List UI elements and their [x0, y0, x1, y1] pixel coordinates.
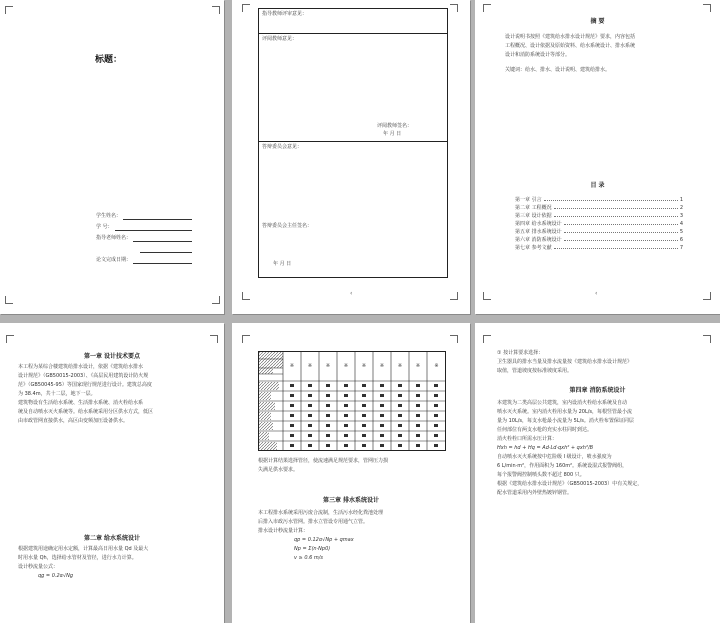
- table-header-cell: ※: [434, 363, 439, 369]
- table-header-cell: ※: [289, 363, 295, 369]
- margin-corner-mark: [5, 296, 13, 304]
- advisor-name-label: 指导老师姓名：: [96, 235, 132, 241]
- body-line: 时用水量 Qh，选择给水管材及管径，进行水力计算。: [18, 555, 137, 561]
- chapter-heading: 第四章 消防系统设计: [569, 387, 626, 394]
- body-line: ① 按计算要求选择：: [497, 350, 544, 356]
- table-cell-mark: [308, 394, 312, 397]
- toc-item[interactable]: 第七章 参考文献 7: [515, 244, 683, 251]
- body-line: 量为 10L/s，每支水枪最小流量为 5L/s。消火栓布置保证同层: [497, 418, 634, 424]
- document-page-3[interactable]: [475, 0, 720, 314]
- formula: qp = 0.12α√Np + qmax: [294, 537, 354, 543]
- margin-corner-mark: [450, 335, 458, 343]
- keywords-line: 关键词：给水、排水、设计说明、建筑给排水。: [505, 67, 611, 73]
- margin-corner-mark: [703, 4, 711, 12]
- review-form-table: [258, 8, 448, 278]
- document-title: 标题：: [95, 55, 123, 65]
- table-cell-mark: [380, 394, 384, 397]
- body-line: 失满足供水要求。: [258, 467, 299, 473]
- body-line: 为 38.4m，共十二层，地下一层。: [18, 391, 96, 397]
- table-cell-mark: [380, 384, 384, 387]
- table-cell-mark: [326, 414, 330, 417]
- table-cell-mark: [344, 444, 348, 447]
- body-line: 任何部位有两支水枪的充实水柱同时到达。: [497, 427, 593, 433]
- body-line: 设计规范》（GB50015-2003）、《高层民用建筑设计防火规: [18, 373, 149, 379]
- margin-corner-mark: [483, 335, 491, 343]
- table-cell-mark: [344, 434, 348, 437]
- body-line: 统及自动喷水灭火系统等。给水系统采用分区供水方式，低区: [18, 409, 154, 415]
- body-line: 根据《建筑给水排水设计规范》（GB50015-2003）中有关规定，: [497, 481, 643, 487]
- chapter-body: [497, 399, 697, 498]
- chapter-body: [18, 363, 208, 426]
- formula: v ≥ 0.6 m/s: [294, 555, 324, 561]
- margin-corner-mark: [212, 296, 220, 304]
- document-page-1[interactable]: [0, 0, 224, 314]
- reviewer-signature-label: 评阅教师签名：: [377, 123, 413, 129]
- table-cell-mark: [326, 444, 330, 447]
- chapter-body: [258, 509, 446, 563]
- body-line: 后排入市政污水管网。排水立管设专用通气立管。: [258, 519, 369, 525]
- table-cell-mark: [308, 424, 312, 427]
- table-cell-mark: [290, 404, 294, 407]
- page-number: ‹: [595, 290, 598, 297]
- table-cell-mark: [380, 434, 384, 437]
- table-header-cell: ※: [397, 363, 403, 369]
- margin-corner-mark: [450, 292, 458, 300]
- table-cell-mark: [398, 384, 402, 387]
- body-line: 建筑物设有生活给水系统、生活排水系统、消火栓给水系: [18, 400, 144, 406]
- table-cell-mark: [308, 404, 312, 407]
- table-cell-mark: [434, 384, 438, 387]
- formula: Hxh = hd + Hq = Ad·Ld·qxh² + qxh²/B: [497, 445, 594, 451]
- margin-corner-mark: [703, 292, 711, 300]
- body-line: 本工程为某综合楼建筑给排水设计，依据《建筑给水排水: [18, 364, 144, 370]
- margin-corner-mark: [242, 292, 250, 300]
- table-cell-mark: [344, 394, 348, 397]
- table-cell-mark: [290, 434, 294, 437]
- table-cell-mark: [398, 404, 402, 407]
- margin-corner-mark: [210, 335, 218, 343]
- table-cell-mark: [344, 424, 348, 427]
- table-cell-mark: [326, 394, 330, 397]
- body-line: 由市政管网直接供水，高区由变频加压设备供水。: [18, 418, 129, 424]
- chapter-body: [18, 545, 208, 581]
- table-cell-mark: [362, 434, 366, 437]
- table-cell-mark: [362, 404, 366, 407]
- table-cell-mark: [416, 444, 420, 447]
- table-cell-mark: [326, 424, 330, 427]
- cover-info-fields: [96, 209, 192, 264]
- table-cell-mark: [362, 444, 366, 447]
- table-cell-mark: [308, 414, 312, 417]
- formula: qg = 0.2α√Ng: [38, 573, 74, 579]
- body-line: 排水设计秒流量计算：: [258, 528, 309, 534]
- body-line: 每个报警阀控制喷头数不超过 800 只。: [497, 472, 585, 478]
- table-cell-mark: [434, 444, 438, 447]
- reviewer-date-label: 年 月 日: [383, 131, 402, 137]
- table-cell-mark: [380, 404, 384, 407]
- chapter-heading: 第二章 给水系统设计: [83, 535, 141, 542]
- table-cell-mark: [308, 384, 312, 387]
- student-name-label: 学生姓名：: [96, 213, 122, 219]
- table-cell-mark: [362, 414, 366, 417]
- table-cell-mark: [380, 414, 384, 417]
- committee-date-label: 年 月 日: [273, 261, 292, 267]
- table-cell-mark: [434, 404, 438, 407]
- body-line: 配水管道采用内外壁热镀锌钢管。: [497, 490, 573, 496]
- body-line: 根据计算结果选择管径，使流速满足规范要求，管网压力损: [258, 458, 389, 464]
- data-table: [258, 351, 446, 451]
- table-cell-mark: [434, 414, 438, 417]
- table-header-cell: ※: [343, 363, 349, 369]
- table-cell-mark: [398, 434, 402, 437]
- table-cell-mark: [344, 414, 348, 417]
- margin-corner-mark: [6, 335, 14, 343]
- toc-item[interactable]: 第一章 引言 1: [515, 196, 683, 203]
- table-cell-mark: [308, 434, 312, 437]
- body-line: 自动喷水灭火系统按中危险级 I 级设计，喷水强度为: [497, 454, 612, 460]
- table-cell-mark: [398, 424, 402, 427]
- toc-item[interactable]: 第五章 排水系统设计 5: [515, 228, 683, 235]
- advisor-review-label: 指导教师评审意见：: [262, 11, 308, 17]
- table-cell-mark: [326, 404, 330, 407]
- table-cell-mark: [380, 424, 384, 427]
- table-cell-mark: [398, 414, 402, 417]
- table-cell-mark: [290, 394, 294, 397]
- body-line: 设计秒流量公式：: [18, 564, 59, 570]
- table-cell-mark: [326, 434, 330, 437]
- abstract-line: 设计和消防系统设计等部分。: [505, 52, 571, 58]
- body-line: 范》（GB50045-95）等国家现行规范进行设计。建筑总高度: [18, 382, 152, 388]
- student-id-label: 学 号：: [96, 224, 113, 230]
- chapter-heading: 第一章 设计技术要点: [83, 353, 141, 360]
- table-header-cell: ※: [361, 363, 367, 369]
- chapter-heading: 第三章 排水系统设计: [322, 497, 380, 504]
- toc-item[interactable]: 第六章 消防系统设计 6: [515, 236, 683, 243]
- table-of-contents: [515, 196, 683, 252]
- abstract-title: 摘 要: [590, 18, 605, 25]
- document-page-5[interactable]: [232, 323, 470, 623]
- table-cell-mark: [398, 394, 402, 397]
- table-cell-mark: [416, 384, 420, 387]
- body-line: 喷水灭火系统。室内消火栓用水量为 20L/s，每根竖管最小流: [497, 409, 633, 415]
- document-page-6[interactable]: [475, 323, 720, 623]
- table-cell-mark: [290, 444, 294, 447]
- formula: Np = Σ(n·Np0): [294, 546, 331, 552]
- table-cell-mark: [362, 384, 366, 387]
- table-header-cell: ※: [415, 363, 421, 369]
- table-cell-mark: [362, 424, 366, 427]
- body-line: 卫生器具的排水当量及排水流量按《建筑给水排水设计规范》: [497, 359, 633, 365]
- margin-corner-mark: [242, 335, 250, 343]
- document-page-2[interactable]: [232, 0, 470, 314]
- table-cell-mark: [434, 394, 438, 397]
- table-header-cell: ※: [325, 363, 331, 369]
- table-cell-mark: [416, 424, 420, 427]
- table-cell-mark: [362, 394, 366, 397]
- body-line: 6 L/min·m²，作用面积为 160m²。系统设湿式报警阀组，: [497, 463, 628, 469]
- abstract-body: [505, 33, 691, 75]
- margin-corner-mark: [450, 4, 458, 12]
- toc-title: 目 录: [590, 182, 605, 189]
- abstract-line: 工程概况、设计依据及原始资料、给水系统设计、排水系统: [505, 43, 636, 49]
- table-cell-mark: [416, 394, 420, 397]
- margin-corner-mark: [242, 4, 250, 12]
- table-cell-mark: [416, 404, 420, 407]
- margin-corner-mark: [483, 4, 491, 12]
- margin-corner-mark: [703, 335, 711, 343]
- table-cell-mark: [344, 404, 348, 407]
- table-cell-mark: [326, 384, 330, 387]
- body-line: 取值，管道坡度按标准坡度采用。: [497, 368, 573, 374]
- completion-date-label: 论文完成日期：: [96, 257, 132, 263]
- margin-corner-mark: [212, 6, 220, 14]
- abstract-line: 设计说明书按照《建筑给水排水设计规范》要求，内容包括: [505, 34, 636, 40]
- toc-item[interactable]: 第三章 设计依据 3: [515, 212, 683, 219]
- body-line: 消火栓栓口所需水压计算：: [497, 436, 558, 442]
- reviewer-opinion-label: 评阅教师意见：: [262, 36, 298, 42]
- page-number: ‹: [350, 290, 353, 297]
- table-caption: [258, 457, 446, 475]
- committee-opinion-label: 答辩委员会意见：: [262, 144, 303, 150]
- toc-item[interactable]: 第四章 给水系统设计 4: [515, 220, 683, 227]
- table-cell-mark: [398, 444, 402, 447]
- chapter-body: [497, 349, 697, 376]
- table-cell-mark: [434, 434, 438, 437]
- table-header-cell: ※: [379, 363, 385, 369]
- margin-corner-mark: [5, 6, 13, 14]
- table-cell-mark: [290, 384, 294, 387]
- body-line: 根据建筑用途确定用水定额，计算最高日用水量 Qd 及最大: [18, 546, 149, 552]
- table-header-row: [283, 363, 446, 370]
- table-header-cell: ※: [307, 363, 313, 369]
- document-page-4[interactable]: [0, 323, 224, 623]
- toc-item[interactable]: 第二章 工程概况 2: [515, 204, 683, 211]
- margin-corner-mark: [483, 292, 491, 300]
- table-cell-mark: [416, 434, 420, 437]
- table-cell-mark: [344, 384, 348, 387]
- table-cell-mark: [380, 444, 384, 447]
- body-line: 本建筑为二类高层公共建筑，室内设消火栓给水系统及自动: [497, 400, 628, 406]
- body-line: 本工程排水系统采用污废合流制，生活污水经化粪池处理: [258, 510, 384, 516]
- table-cell-mark: [308, 444, 312, 447]
- table-cell-mark: [434, 424, 438, 427]
- committee-chair-signature-label: 答辩委员会主任签名：: [262, 223, 313, 229]
- table-cell-mark: [290, 414, 294, 417]
- table-cell-mark: [416, 414, 420, 417]
- table-cell-mark: [290, 424, 294, 427]
